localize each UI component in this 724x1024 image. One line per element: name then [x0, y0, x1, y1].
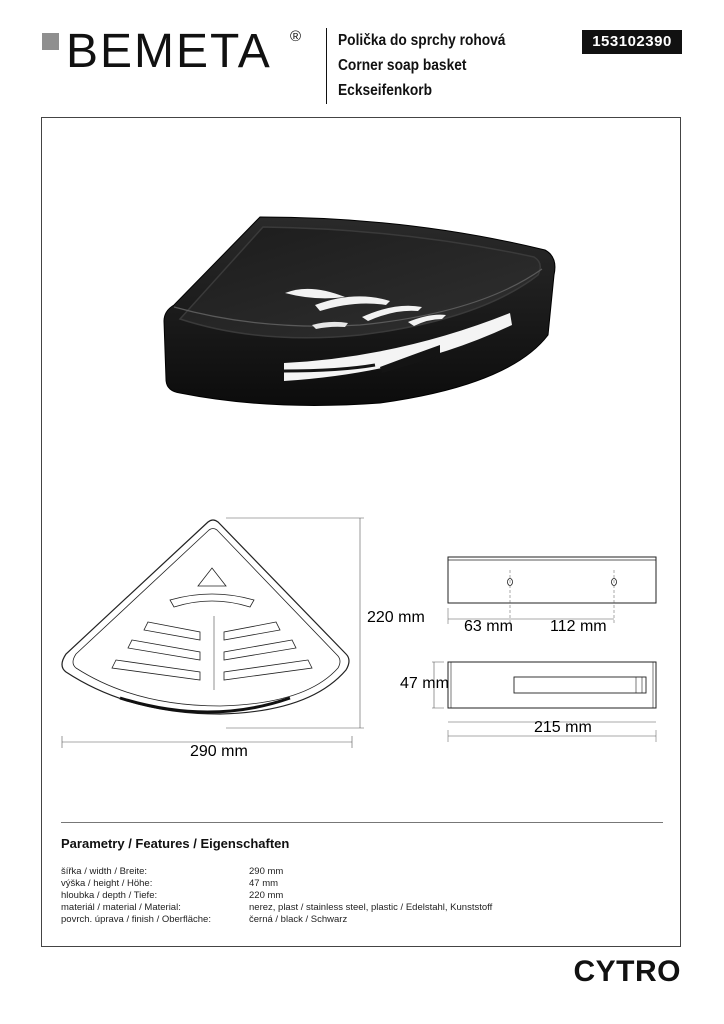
feature-label: hloubka / depth / Tiefe:: [61, 890, 158, 901]
feature-value: černá / black / Schwarz: [249, 914, 348, 925]
feature-row-material: [61, 902, 661, 914]
brand-logo: [42, 25, 312, 80]
feature-label: materiál / material / Material:: [61, 902, 181, 913]
feature-value: 220 mm: [249, 890, 284, 901]
features-heading: Parametry / Features / Eigenschaften: [61, 836, 290, 851]
feature-label: povrch. úprava / finish / Oberfläche:: [61, 914, 211, 925]
top-view-drawing: [62, 520, 349, 714]
feature-label: šířka / width / Breite:: [61, 866, 148, 877]
dim-top-depth: 220 mm: [367, 609, 425, 626]
dim-side-height: 47 mm: [400, 675, 449, 692]
product-photo: [150, 205, 570, 415]
features-divider: [61, 822, 663, 823]
dim-top-width: 290 mm: [190, 743, 248, 760]
header-divider: [326, 28, 327, 104]
dim-hole-spacing: 112 mm: [550, 618, 607, 635]
front-view-drawing: [448, 557, 656, 624]
feature-row-finish: [61, 914, 661, 926]
feature-row-height: [61, 878, 661, 890]
series-name: CYTRO: [573, 955, 681, 988]
dim-side-length: 215 mm: [534, 719, 592, 736]
registered-mark: ®: [290, 28, 302, 45]
feature-label: výška / height / Höhe:: [61, 878, 153, 889]
feature-value: 290 mm: [249, 866, 284, 877]
brand-name: BEMETA: [66, 25, 272, 78]
product-titles: [338, 28, 533, 103]
features-table: [61, 866, 661, 926]
title-czech: Polička do sprchy rohová: [338, 32, 506, 49]
feature-row-width: [61, 866, 661, 878]
product-code-badge: 153102390: [582, 30, 682, 54]
feature-row-depth: [61, 890, 661, 902]
technical-drawings: [40, 500, 690, 790]
title-english: Corner soap basket: [338, 57, 467, 74]
feature-value: 47 mm: [249, 878, 279, 889]
title-german: Eckseifenkorb: [338, 82, 433, 99]
feature-value: nerez, plast / stainless steel, plastic / Edelstahl, Kunststoff: [249, 902, 493, 913]
logo-square-icon: [42, 33, 59, 50]
dim-hole-offset: 63 mm: [464, 618, 513, 635]
